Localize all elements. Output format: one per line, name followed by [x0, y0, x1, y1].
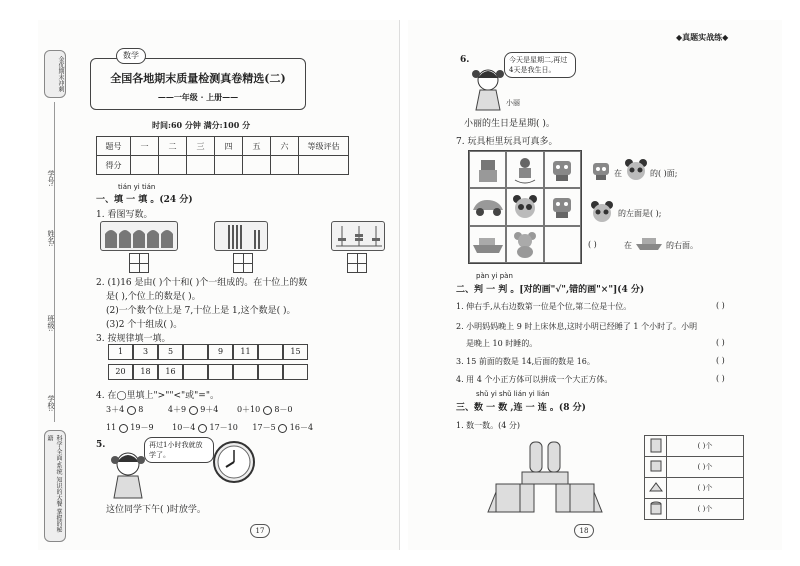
- score-cell: 三: [187, 137, 215, 156]
- compare-row-2: [106, 422, 366, 433]
- score-cell: 得分: [97, 156, 131, 175]
- judge-1: 1. 伸右手,从右边数第一位是个位,第二位是十位。: [456, 302, 632, 311]
- sequence-cell: 18: [133, 364, 158, 380]
- compare-expr: 4＋9: [167, 405, 187, 414]
- count-row: [645, 457, 744, 478]
- q6-speech-bubble: 今天是星期二,再过4天是我生日。: [504, 52, 576, 78]
- sec2-title: 二、判 一 判 。[对的画"√",错的画"×"](4 分): [456, 285, 645, 295]
- compare-circle[interactable]: [119, 424, 128, 433]
- compare-expr: 8－0: [274, 405, 293, 414]
- q5-text: 这位同学下午( )时放学。: [106, 505, 206, 515]
- sequence-cell: 3: [133, 344, 158, 360]
- q7-a-text2: 的( )面;: [650, 169, 678, 178]
- clock-icon: [212, 440, 256, 484]
- sec3-pinyin: shǔ yi shǔ lián yi lián: [476, 390, 550, 398]
- sequence-blank[interactable]: [233, 364, 258, 380]
- toy-cell: [544, 226, 581, 263]
- toy-cell: [544, 151, 581, 188]
- sequence-blank[interactable]: [183, 344, 208, 360]
- sec1-title: 一、填 一 填 。(24 分): [96, 195, 193, 205]
- q7-text: 7. 玩具柜里玩具可真多。: [456, 137, 558, 147]
- compare-circle[interactable]: [263, 406, 272, 415]
- judge-1-answer[interactable]: ( ): [716, 301, 725, 310]
- q2-line3: (2)一个数个位上是 7,十位上是 1,这个数是( )。: [106, 306, 296, 316]
- grade-label: ——一年级 · 上册——: [157, 92, 239, 102]
- q5-speech-bubble: 再过1小时我就放学了。: [144, 437, 214, 463]
- robot-head-icon: [548, 156, 576, 184]
- sec2-pinyin: pàn yi pàn: [476, 272, 513, 280]
- score-input-cell[interactable]: [299, 156, 349, 175]
- toy-cell: [469, 151, 506, 188]
- score-cell: 二: [159, 137, 187, 156]
- judge-3-answer[interactable]: ( ): [716, 356, 725, 365]
- sequence-cell: 20: [108, 364, 133, 380]
- sequence-row-1: [108, 344, 308, 360]
- abacus-image: [331, 221, 385, 251]
- count-answer[interactable]: ( )个: [667, 457, 744, 478]
- robot-head-icon: [590, 160, 612, 182]
- section-badge: ◆真题实战练◆: [676, 33, 729, 42]
- toy-cell: [469, 188, 506, 225]
- toy-ship-icon: [471, 233, 505, 255]
- robot-icon: [474, 156, 502, 184]
- q7-c-text1: 在: [624, 241, 632, 250]
- panda-icon: [590, 200, 614, 224]
- compare-expr: 8: [138, 405, 144, 414]
- score-input-cell[interactable]: [243, 156, 271, 175]
- score-input-cell[interactable]: [215, 156, 243, 175]
- page-title: 全国各地期末质量检测真卷精选(二): [110, 72, 286, 85]
- compare-expr: 9＋4: [200, 405, 219, 414]
- counting-cubes-image: [100, 221, 178, 251]
- answer-box[interactable]: [233, 253, 253, 273]
- subject-tag: 数学: [116, 48, 146, 64]
- toy-shelf-grid: [468, 150, 582, 264]
- sec1-pinyin: tián yi tián: [118, 183, 156, 191]
- count-answer[interactable]: ( )个: [667, 478, 744, 499]
- q6-name-label: 小丽: [506, 99, 520, 107]
- name-label: 姓名:: [47, 230, 55, 247]
- sequence-row-2: [108, 364, 308, 380]
- sequence-blank[interactable]: [283, 364, 308, 380]
- q1-text: 1. 看图写数。: [96, 210, 153, 220]
- rocking-figure-icon: [511, 156, 539, 184]
- q2-line2: 是( ),个位上的数是( )。: [106, 292, 201, 302]
- robot-head-icon: [548, 193, 576, 221]
- school-label: 学校:: [47, 395, 55, 412]
- compare-expr: 16－4: [289, 423, 314, 432]
- score-cell: 五: [243, 137, 271, 156]
- q6-text: 小丽的生日是星期( )。: [464, 119, 555, 129]
- sequence-cell: 16: [158, 364, 183, 380]
- count-row: [645, 499, 744, 520]
- compare-circle[interactable]: [278, 424, 287, 433]
- toy-ship-icon: [634, 234, 664, 252]
- sequence-blank[interactable]: [208, 364, 233, 380]
- q2-line1: 2. (1)16 是由( )个十和( )个一组成的。在十位上的数: [96, 278, 308, 288]
- compare-circle[interactable]: [127, 406, 136, 415]
- score-cell: 题号: [97, 137, 131, 156]
- q7-c-text2: 的右面。: [666, 241, 698, 250]
- compare-circle[interactable]: [189, 406, 198, 415]
- toy-cell: [469, 226, 506, 263]
- sequence-blank[interactable]: [258, 344, 283, 360]
- score-input-cell[interactable]: [187, 156, 215, 175]
- toy-cell: [506, 226, 543, 263]
- score-input-cell[interactable]: [159, 156, 187, 175]
- bundle-sticks-icon: [215, 222, 269, 252]
- panda-icon: [511, 193, 539, 221]
- q4-text: 4. 在◯里填上">""<"或"="。: [96, 391, 219, 401]
- answer-box[interactable]: [129, 253, 149, 273]
- score-table-row: [97, 156, 349, 175]
- sticks-image: [214, 221, 268, 251]
- count-answer[interactable]: ( )个: [667, 499, 744, 520]
- sequence-cell: 15: [283, 344, 308, 360]
- score-table: [96, 136, 349, 175]
- page-number-left: 17: [250, 524, 270, 538]
- compare-expr: 19－9: [130, 423, 154, 432]
- count-answer[interactable]: ( )个: [667, 436, 744, 457]
- sequence-blank[interactable]: [183, 364, 208, 380]
- q7-a-text1: 在: [614, 169, 622, 178]
- q6-number: 6.: [460, 55, 470, 65]
- strip-top-label: 金优期末冲刺: [44, 50, 66, 98]
- score-table-header: [97, 137, 349, 156]
- judge-4-answer[interactable]: ( ): [716, 374, 725, 383]
- score-cell: 六: [271, 137, 299, 156]
- toy-cell: [544, 188, 581, 225]
- teddy-bear-icon: [511, 230, 539, 258]
- answer-box[interactable]: [347, 253, 367, 273]
- toy-car-icon: [471, 196, 505, 218]
- judge-2-answer[interactable]: ( ): [716, 338, 725, 347]
- cube-icon: [649, 459, 663, 473]
- sequence-cell: 11: [233, 344, 258, 360]
- sequence-cell: 1: [108, 344, 133, 360]
- abacus-icon: [332, 222, 386, 252]
- score-cell: 四: [215, 137, 243, 156]
- judge-4: 4. 用 4 个小正方体可以拼成一个大正方体。: [456, 375, 613, 384]
- block-building-icon: [486, 436, 606, 516]
- count-row: [645, 478, 744, 499]
- toy-cell: [506, 188, 543, 225]
- judge-2-line1: 2. 小明妈妈晚上 9 时上床休息,这时小明已经睡了 1 个小时了。小明: [456, 322, 698, 331]
- compare-expr: 3＋4: [106, 405, 125, 414]
- count-table: [644, 435, 744, 520]
- prism-icon: [648, 481, 664, 493]
- count-question: 1. 数一数。(4 分): [456, 421, 521, 430]
- score-input-cell[interactable]: [131, 156, 159, 175]
- student-id-label: 学号:: [47, 170, 55, 187]
- count-row: [645, 436, 744, 457]
- q5-number: 5.: [96, 440, 106, 450]
- q2-line4: (3)2 个十组成( )。: [106, 320, 183, 330]
- cuboid-icon: [649, 437, 663, 453]
- sec3-title: 三、数 一 数 ,连 一 连 。(8 分): [456, 403, 586, 413]
- page-number-right: 18: [574, 524, 594, 538]
- strip-bottom-label: 科学·全面·系统 知识的大餐 掌握的秘籍: [44, 430, 66, 542]
- cylinder-icon: [649, 500, 663, 516]
- compare-row-1: [106, 404, 366, 415]
- panda-icon: [624, 158, 648, 182]
- stacked-blocks-icon: [101, 222, 179, 252]
- judge-3: 3. 15 前面的数是 14,后面的数是 16。: [456, 357, 595, 366]
- compare-circle[interactable]: [198, 424, 207, 433]
- sequence-cell: 5: [158, 344, 183, 360]
- compare-expr: 0＋10: [236, 405, 261, 414]
- sequence-blank[interactable]: [258, 364, 283, 380]
- compare-expr: 11: [106, 423, 117, 432]
- compare-expr: 17－5: [252, 423, 276, 432]
- class-label: 班级:: [47, 315, 55, 332]
- judge-2-line2: 是晚上 10 时睡的。: [466, 339, 538, 348]
- binding-strip: [44, 50, 66, 544]
- toy-cell: [506, 151, 543, 188]
- q3-text: 3. 按规律填一填。: [96, 334, 171, 344]
- q7-c-blank[interactable]: ( ): [588, 240, 597, 249]
- q7-b-text: 的左面是( );: [618, 209, 662, 218]
- compare-expr: 10－4: [172, 423, 196, 432]
- title-box: [90, 58, 306, 110]
- score-cell: 一: [131, 137, 159, 156]
- compare-expr: 17－10: [209, 423, 238, 432]
- binding-line: [54, 102, 55, 422]
- score-input-cell[interactable]: [271, 156, 299, 175]
- time-score-line: 时间:60 分钟 满分:100 分: [152, 120, 251, 130]
- score-cell: 等级评估: [299, 137, 349, 156]
- sequence-cell: 9: [208, 344, 233, 360]
